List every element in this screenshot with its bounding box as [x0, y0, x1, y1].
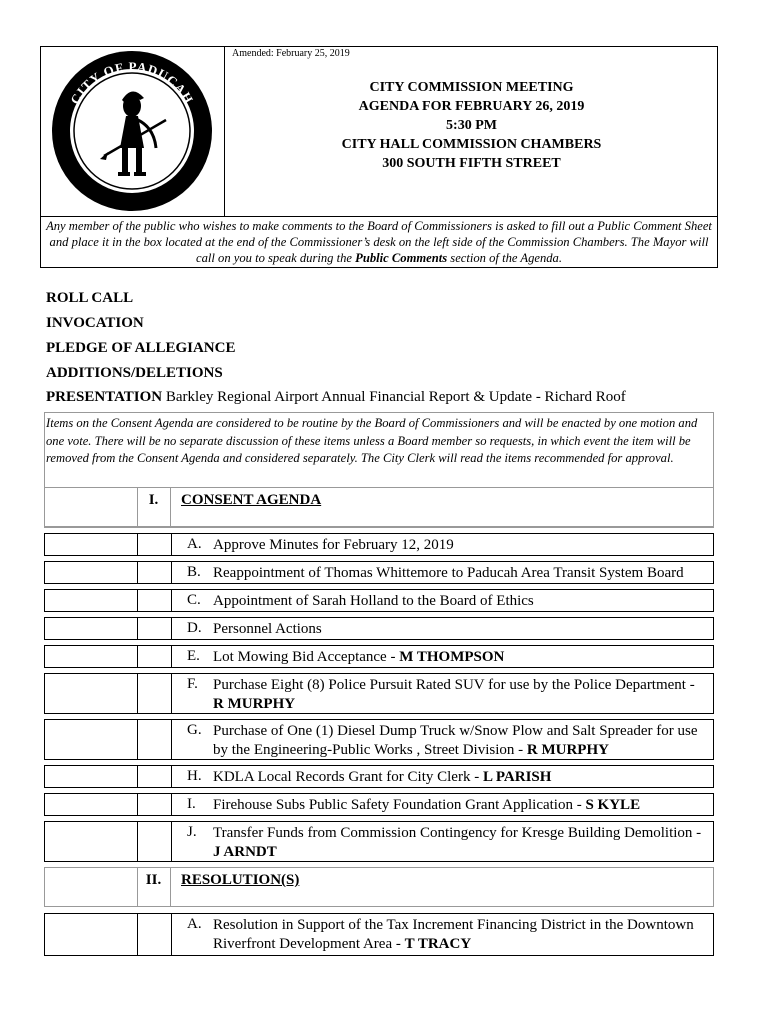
table-cell: [137, 794, 172, 815]
presentation-text: Barkley Regional Airport Annual Financial Report & Update - Richard Roof: [162, 389, 626, 405]
table-cell: [137, 646, 172, 667]
item-text: [213, 564, 709, 583]
invocation-heading: INVOCATION: [46, 315, 144, 331]
item-letter: D.: [187, 620, 202, 636]
table-cell: [137, 618, 172, 639]
item-text: [213, 916, 709, 954]
item-description: Resolution in Support of the Tax Increment Financing District in the Downtown Riverfront Development Area -: [213, 917, 694, 952]
item-text: [213, 620, 709, 639]
agenda-item-row: [44, 913, 714, 956]
item-text: [213, 824, 709, 862]
title-line: AGENDA FOR FEBRUARY 26, 2019: [358, 99, 585, 114]
item-owner: L PARISH: [482, 769, 552, 785]
table-cell: [137, 766, 172, 787]
item-letter: A.: [187, 916, 202, 932]
seal-text-top: CITY OF PADUCAH: [67, 58, 197, 107]
item-letter: E.: [187, 648, 200, 664]
item-description: Personnel Actions: [213, 621, 322, 637]
agenda-item-row: [44, 645, 714, 668]
item-description: Appointment of Sarah Holland to the Board of Ethics: [213, 593, 534, 609]
item-description: Reappointment of Thomas Whittemore to Paducah Area Transit System Board: [213, 565, 684, 581]
roll-call-heading: ROLL CALL: [46, 290, 134, 306]
item-description: KDLA Local Records Grant for City Clerk -: [213, 769, 483, 785]
table-cell: [45, 534, 138, 555]
item-letter: A.: [187, 536, 202, 552]
title-line: 300 SOUTH FIFTH STREET: [382, 156, 561, 171]
table-cell: [45, 766, 138, 787]
table-cell: [45, 562, 138, 583]
additions-heading: ADDITIONS/DELETIONS: [46, 365, 223, 381]
agenda-item-row: [44, 793, 714, 816]
item-owner: T TRACY: [404, 936, 472, 952]
item-letter: J.: [187, 824, 197, 840]
table-cell: [45, 868, 138, 906]
title-line: CITY COMMISSION MEETING: [369, 80, 574, 95]
presentation-label: PRESENTATION: [46, 389, 163, 405]
page-title: [225, 78, 718, 173]
table-cell: [137, 822, 172, 861]
consent-agenda-note: Items on the Consent Agenda are considered to be routine by the Board of Commissioners and will be enacted by one motion and one vote. There will be no separate discussion of these items unless a Board member so requests, in which event the item will be removed from the Consent Agenda and considered separately. The City Clerk will read the items recommended for approval.: [46, 416, 698, 465]
agenda-item-row: [44, 617, 714, 640]
item-text: [213, 768, 709, 787]
item-owner: S KYLE: [585, 797, 641, 813]
section-numeral: II.: [137, 868, 171, 906]
agenda-item-row: [44, 673, 714, 714]
item-letter: F.: [187, 676, 198, 692]
table-cell: [45, 822, 138, 861]
agenda-item-row: [44, 765, 714, 788]
notice-bold-text: Public Comments: [355, 251, 448, 265]
table-cell: [137, 534, 172, 555]
item-description: Purchase of One (1) Diesel Dump Truck w/Snow Plow and Salt Spreader for use by the Engineering-Public Works , Street Division -: [213, 723, 698, 758]
item-text: [213, 676, 709, 714]
item-text: [213, 722, 709, 760]
section-title: RESOLUTION(S): [181, 872, 300, 888]
agenda-item-row: [44, 561, 714, 584]
table-cell: [137, 590, 172, 611]
amended-date: Amended: February 25, 2019: [232, 48, 350, 59]
table-cell: [45, 618, 138, 639]
table-cell: [45, 720, 138, 759]
item-description: Lot Mowing Bid Acceptance -: [213, 649, 400, 665]
item-text: [213, 592, 709, 611]
agenda-item-row: [44, 533, 714, 556]
item-owner: R MURPHY: [213, 696, 296, 712]
city-seal-icon: [48, 48, 216, 214]
item-description: Purchase Eight (8) Police Pursuit Rated SUV for use by the Police Department -: [213, 677, 695, 693]
notice-text: Any member of the public who wishes to make comments to the Board of Commissioners is asked to fill out a Public Comment Sheet and place it in the box located at the end of the Commissioner’s desk on the left side of the Commission Chambers. The Mayor will call on you to speak during the: [46, 219, 712, 265]
agenda-item-row: [44, 821, 714, 862]
public-comment-notice: [42, 218, 716, 266]
table-cell: [45, 674, 138, 713]
presentation-line: [46, 389, 626, 406]
section-title: CONSENT AGENDA: [181, 492, 322, 508]
table-cell: [137, 720, 172, 759]
item-letter: B.: [187, 564, 201, 580]
table-cell: [45, 590, 138, 611]
item-text: [213, 796, 709, 815]
agenda-item-row: [44, 589, 714, 612]
table-cell: [45, 646, 138, 667]
resolutions-header-row: [44, 867, 714, 907]
item-description: Approve Minutes for February 12, 2019: [213, 537, 454, 553]
pledge-heading: PLEDGE OF ALLEGIANCE: [46, 340, 236, 356]
item-description: Transfer Funds from Commission Contingency for Kresge Building Demolition -: [213, 825, 702, 841]
notice-text: section of the Agenda.: [447, 251, 562, 265]
item-letter: G.: [187, 722, 202, 738]
table-cell: [45, 488, 138, 526]
item-letter: C.: [187, 592, 201, 608]
item-text: [213, 648, 709, 667]
item-letter: I.: [187, 796, 196, 812]
table-cell: [137, 914, 172, 955]
table-cell: [137, 562, 172, 583]
section-numeral: I.: [137, 488, 171, 526]
header-divider: [40, 216, 718, 217]
item-description: Firehouse Subs Public Safety Foundation Grant Application -: [213, 797, 586, 813]
table-cell: [45, 914, 138, 955]
table-cell: [45, 794, 138, 815]
item-text: [213, 536, 709, 555]
agenda-item-row: [44, 719, 714, 760]
title-line: 5:30 PM: [446, 118, 497, 133]
item-letter: H.: [187, 768, 202, 784]
item-owner: J ARNDT: [213, 844, 277, 860]
item-owner: M THOMPSON: [399, 649, 505, 665]
item-owner: R MURPHY: [526, 742, 609, 758]
consent-agenda-header-row: [44, 487, 714, 527]
title-line: CITY HALL COMMISSION CHAMBERS: [341, 137, 602, 152]
table-cell: [137, 674, 172, 713]
